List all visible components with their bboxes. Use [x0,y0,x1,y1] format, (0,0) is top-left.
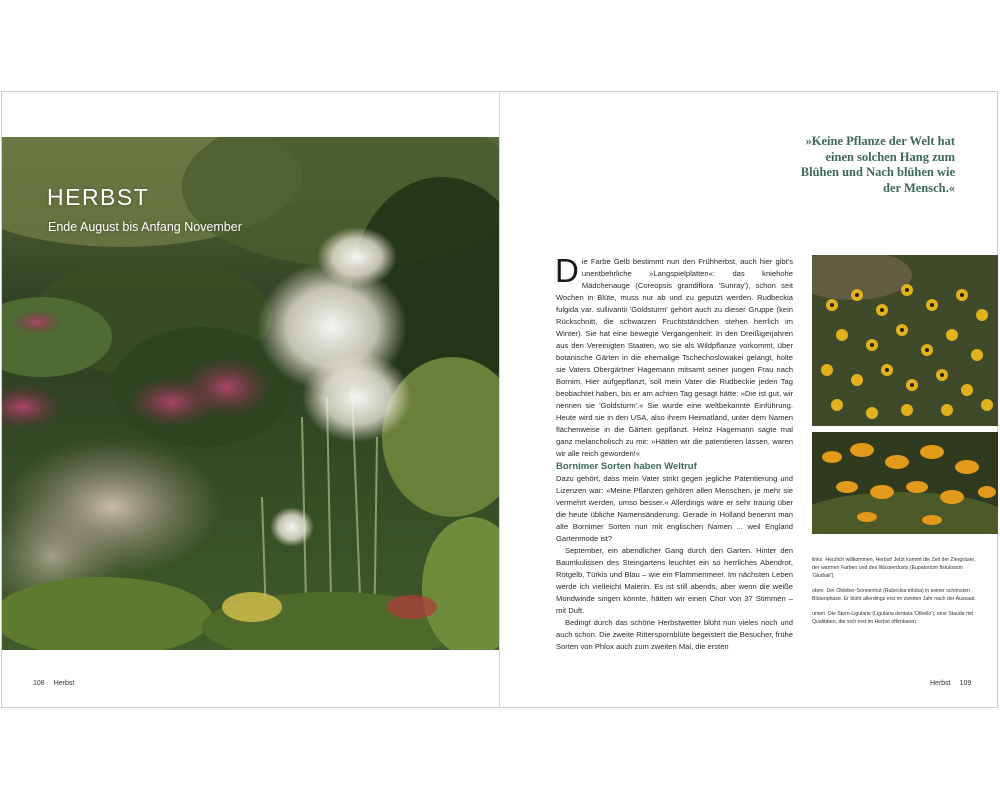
body-paragraph [555,252,793,460]
folio-left [33,680,83,687]
caption-label: oben [812,588,824,594]
caption-text: Die Stern-Ligularie (Ligularia dentata 'Othello'), eine Staude mit Qualitäten, die sich erst im Herbst offenbaren. [812,611,973,625]
caption-left [812,556,982,580]
body-paragraph-text: ie Farbe Gelb bestimmt nun den Frühherbst, auch hier gibt's unentbehrliche »Langspielplatten«: das kniehohe Mädchenauge (Coreopsis grandiflora 'Sunray'), schon seit Wochen in Blüte, muss nur ab und zu geputzt werden. Rudbeckia fulgida var. sullivantii 'Goldsturm' gehört auch zu dieser Gruppe (kein Rückschnitt, die schwarzen Fruchtständchen stehen herrlich im Winter). Sie hat eine bewegte Vergangenheit: In den Dreißigerjahren aus den Vereinigten Staaten, wo sie als Wildpflanze vorkommt, über botanische Gärten in die ehemalige Tschechoslowakei gelangt, holte sie Vaters Obergärtner Hagemann mitsamt seiner jungen Frau nach Bornim. Hier aufgepflanzt, soll mein Vater die Rudbeckie jeden Tag beobachtet haben, bis er am achten Tag gesagt hätte: »Die ist gut, wir nennen sie 'Goldsturm'.« Sie wurde eine weltbekannte Einführung. Heute wird sie in den USA, also ihrem Heimatland, unter dem Namen flächenweise in die Gärten gepflanzt. Heinz Hagemann sagte mal ganz melancholisch zu mir: »Hätten wir die patentieren lassen, waren wir alle reich geworden!« [556,257,793,458]
body-paragraph: Bedingt durch das schöne Herbstwetter blüht nun vieles noch und auch schon. Die zweite Ritterspornblüte begeistert die Besucher, frühe Sorten von Phlox auch zum zweiten Mal, die ersten [556,618,793,651]
photo-captions [812,556,982,633]
body-text-column [555,252,793,653]
caption-label: unten [812,611,825,617]
garden-photo-left [2,137,499,650]
body-paragraph: Dazu gehört, dass mein Vater strikt gegen jegliche Patentierung und Lizenzen war: »Meine Pflanzen gehören allen Menschen, je mehr sie vermehrt werden, umso besser.« Allerdings wäre er sehr traurig über die heute übliche Namensänderung. Gerade in Holland benennt man alte Bornimer Sorten nun mit englischen Namen ... weil England Gartenmode ist? [556,474,793,543]
running-head-left: Herbst [53,680,75,687]
section-subheading: Bornimer Sorten haben Weltruf [556,461,697,472]
chapter-subtitle: Ende August bis Anfang November [48,220,242,234]
caption-text: Der Oktober-Sonnenhut (Rubeckia triloba) in seiner schönsten Blütenphase. Er blüht allerdings erst im zweiten Jahr nach der Aussaat. [812,588,976,602]
pull-quote: »Keine Pflanze der Welt hat einen solchen Hang zum Blühen und Nach blühen wie der Mensch.« [800,134,955,195]
caption-bottom [812,610,982,626]
running-head-right: Herbst [930,680,951,687]
page-number-left: 108 [33,680,45,687]
ligularia-photo [812,432,998,534]
page-number-right: 109 [959,680,972,687]
body-paragraph: September, ein abendlicher Gang durch den Garten. Hinter den Baumkulissen des Steingartens leuchtet ein so herrliches Abendrot, Rotgelb, Türkis und Blau – wie ein Flammenmeer. Im nächsten Leben werde ich vielleicht Malerin. Es ist still abends, aber wenn die weiße Mondwinde singen könnte, hätten wir einen Chor von 37 Stimmen – mit Duft. [556,546,793,615]
rudbeckia-photo [812,255,998,426]
drop-cap: D [555,252,579,289]
caption-top [812,587,982,603]
chapter-title: HERBST [47,184,150,210]
page-gutter [499,91,500,708]
folio-right [930,680,980,687]
caption-text: Herzlich willkommen, Herbst! Jetzt kommt die Zeit der Ziergräser, der warmen Farben und des Wasserdosts (Eupatorium fistulosum 'Glutball'). [812,557,976,579]
caption-label: links [812,557,823,563]
